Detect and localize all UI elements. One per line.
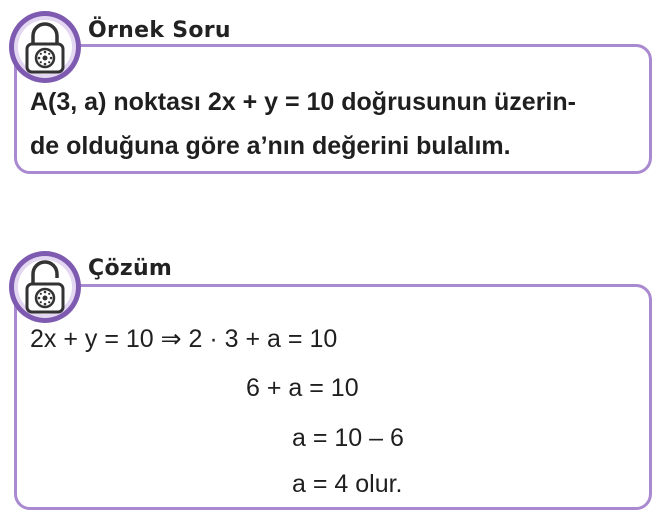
solution-title: Çözüm: [88, 256, 173, 281]
question-line-1: A(3, a) noktası 2x + y = 10 doğrusunun üzerin-: [30, 88, 576, 116]
example-title: Örnek Soru: [88, 18, 231, 43]
solution-line-3: a = 10 – 6: [292, 424, 404, 452]
question-line-2: de olduğuna göre a’nın değerini bulalım.: [30, 132, 511, 160]
unlocked-padlock-icon: [6, 248, 84, 326]
solution-line-2: 6 + a = 10: [246, 374, 359, 402]
locked-padlock-icon: [6, 8, 84, 86]
solution-line-4: a = 4 olur.: [292, 470, 403, 498]
solution-line-1: 2x + y = 10 ⇒ 2 · 3 + a = 10: [30, 325, 338, 353]
